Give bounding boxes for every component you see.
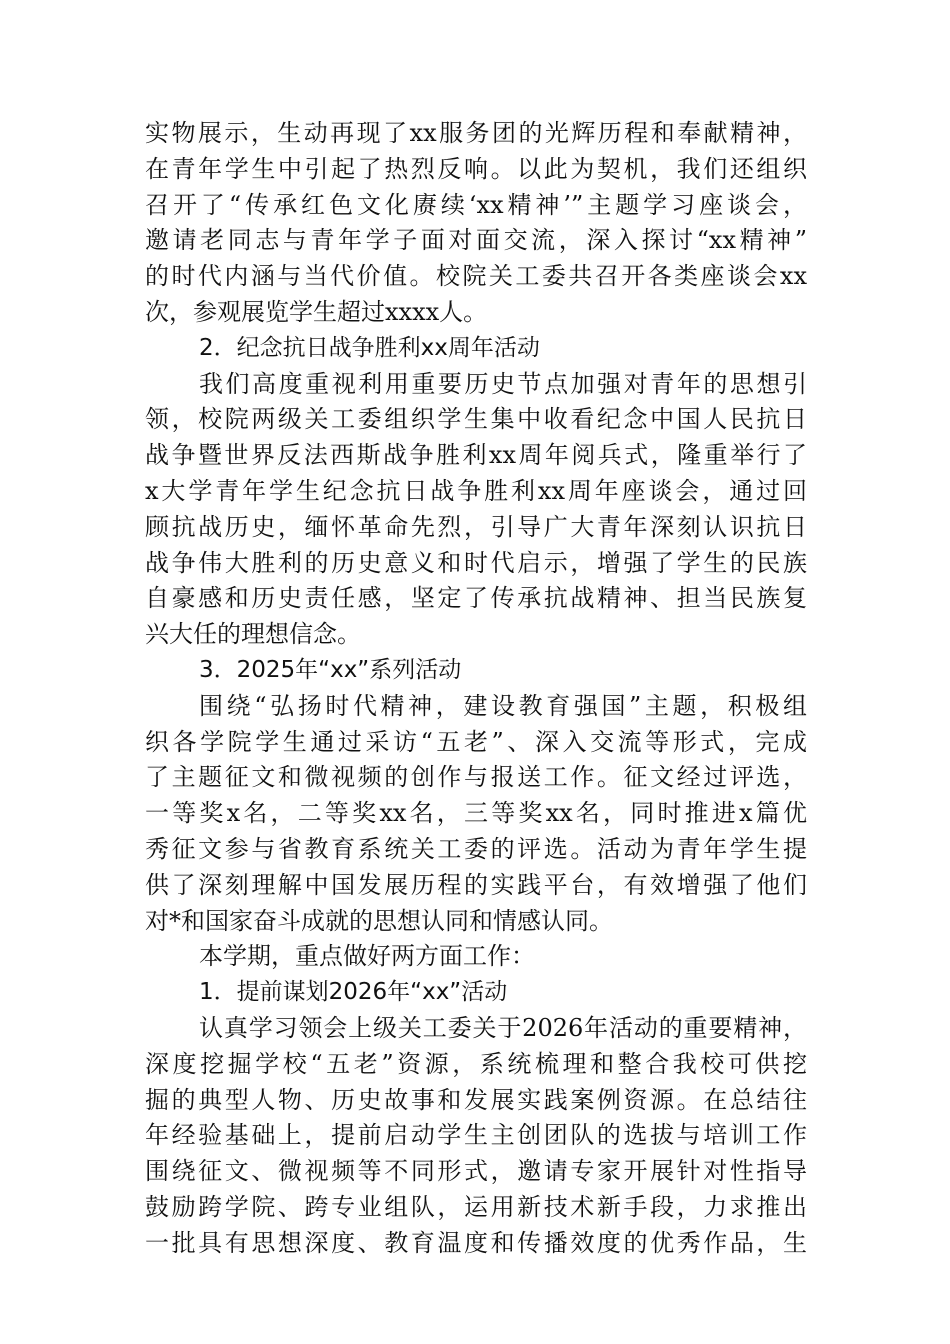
body-line: 本学期，重点做好两方面工作： [199,942,535,971]
body-line: 我们高度重视利用重要历史节点加强对青年的思想引 [199,369,807,398]
body-line: 兴大任的理想信念。 [145,620,361,649]
body-line: x大学青年学生纪念抗日战争胜利xx周年座谈会，通过回 [145,476,807,505]
body-line: 深度挖掘学校“五老”资源，系统梳理和整合我校可供挖 [145,1049,807,1078]
body-line: 掘的典型人物、历史故事和发展实践案例资源。在总结往 [145,1085,807,1114]
body-line: 围绕征文、微视频等不同形式，邀请专家开展针对性指导 [145,1157,807,1186]
body-line: 一等奖x名，二等奖xx名，三等奖xx名，同时推进x篇优 [145,799,807,828]
body-line: 次，参观展览学生超过xxxx人。 [145,297,488,326]
body-line: 鼓励跨学院、跨专业组队，运用新技术新手段，力求推出 [145,1192,807,1221]
body-line: 的时代内涵与当代价值。校院关工委共召开各类座谈会xx [145,262,807,291]
body-line: 顾抗战历史，缅怀革命先烈，引导广大青年深刻认识抗日 [145,512,807,541]
body-line: 领，校院两级关工委组织学生集中收看纪念中国人民抗日 [145,405,807,434]
section-heading: 3．2025年“xx”系列活动 [199,656,462,683]
body-line: 邀请老同志与青年学子面对面交流，深入探讨“xx精神” [145,226,807,255]
body-line: 战争暨世界反法西斯战争胜利xx周年阅兵式，隆重举行了 [145,441,807,470]
body-line: 自豪感和历史责任感，坚定了传承抗战精神、担当民族复 [145,584,807,613]
body-line: 实物展示，生动再现了xx服务团的光辉历程和奉献精神， [145,119,807,147]
body-line: 战争伟大胜利的历史意义和时代启示，增强了学生的民族 [145,548,807,577]
body-line: 围绕“弘扬时代精神，建设教育强国”主题，积极组 [199,691,807,720]
body-line: 供了深刻理解中国发展历程的实践平台，有效增强了他们 [145,870,807,899]
section-heading: 2．纪念抗日战争胜利xx周年活动 [199,334,540,361]
body-line: 秀征文参与省教育系统关工委的评选。活动为青年学生提 [145,834,807,863]
body-line: 在青年学生中引起了热烈反响。以此为契机，我们还组织 [145,154,807,183]
document-page [145,116,807,1262]
body-line: 年经验基础上，提前启动学生主创团队的选拔与培训工作 [145,1121,807,1150]
body-line: 认真学习领会上级关工委关于2026年活动的重要精神， [199,1013,807,1042]
body-line: 了主题征文和微视频的创作与报送工作。征文经过评选， [145,763,807,792]
body-line: 一批具有思想深度、教育温度和传播效度的优秀作品，生 [145,1228,807,1257]
body-line: 召开了“传承红色文化赓续‘xx精神’”主题学习座谈会， [145,190,807,219]
body-line: 织各学院学生通过采访“五老”、深入交流等形式，完成 [145,727,807,756]
section-heading: 1．提前谋划2026年“xx”活动 [199,979,508,1006]
body-line: 对*和国家奋斗成就的思想认同和情感认同。 [145,906,613,935]
